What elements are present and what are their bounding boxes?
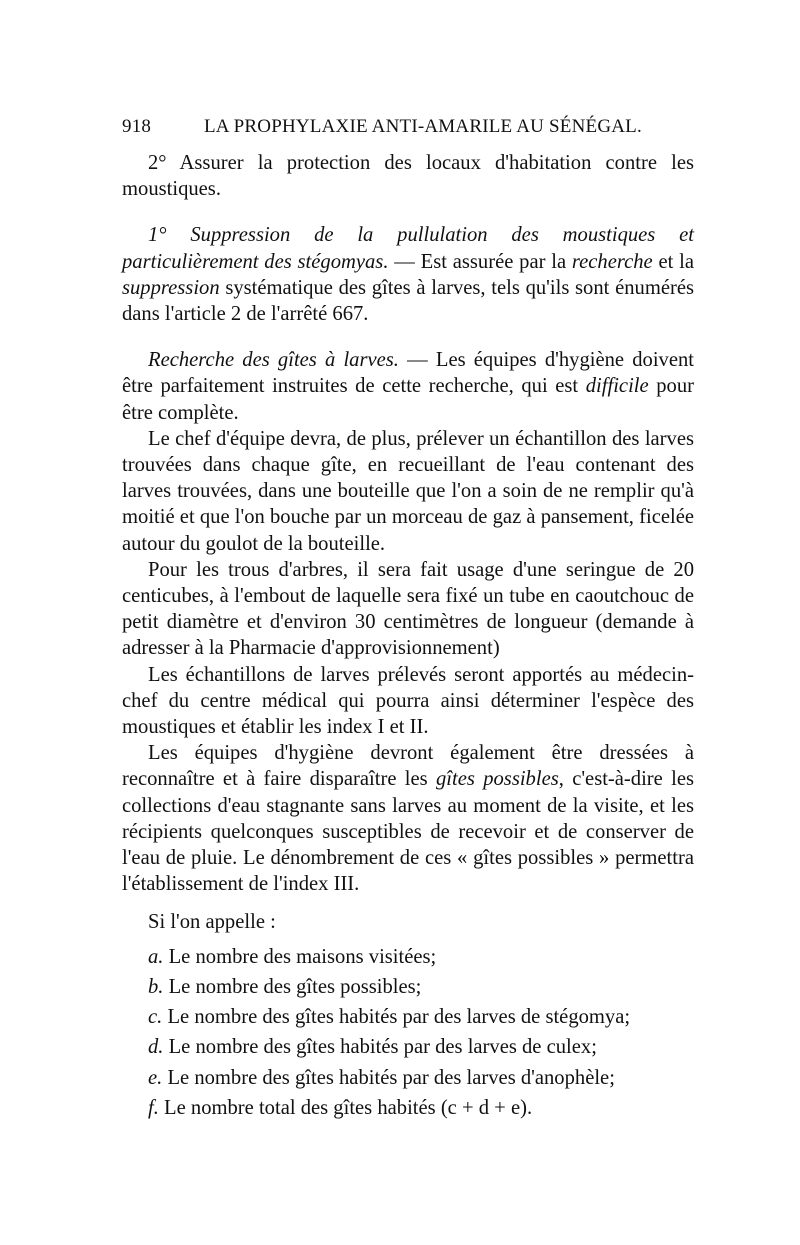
paragraph-suppression: 1° Suppression de la pullulation des moustiques et particulièrement des stégomyas. — Est assurée par la recherche et la suppression systématique des gîtes à larves, tels qu'ils sont énumérés dans l'article 2 de l'arrêté 667. [122, 224, 695, 326]
paragraph-echantillons: Les échantillons de larves prélevés seront apportés au médecin-chef du centre médical qui pourra ainsi déterminer l'espèce des moustiques et établir les index I et II. [122, 663, 694, 739]
section-heading-suppression: 1° Suppression de la pullulation des moustiques et particulièrement des stégomyas. [122, 224, 694, 273]
page-number: 918 [122, 116, 152, 137]
list-item: d. Le nombre des gîtes habités par des larves de culex; [148, 1036, 597, 1059]
list-item: a. Le nombre des maisons visitées; [148, 945, 437, 968]
list-item: b. Le nombre des gîtes possibles; [148, 975, 422, 998]
list-item: c. Le nombre des gîtes habités par des larves de stégomya; [148, 1006, 631, 1029]
paragraph-chef-equipe: Le chef d'équipe devra, de plus, prélever un échantillon des larves trouvées dans chaque gîte, en recueillant de l'eau contenant des larves trouvées, dans une bouteille que l'on a soin de ne remplir qu'à moitié et que l'on bouche par un morceau de gaz à pansement, ficelée autour du goulot de la bouteille. [122, 427, 694, 555]
page-body [122, 150, 694, 1125]
paragraph-trous-arbres: Pour les trous d'arbres, il sera fait usage d'une seringue de 20 centicubes, à l'embout de laquelle sera fixé un tube en caoutchouc de petit diamètre et d'environ 30 centimètres de longueur (demande à adresser à la Pharmacie d'approvisionnement) [122, 558, 694, 660]
paragraph-protection: 2° Assurer la protection des locaux d'habitation contre les moustiques. [122, 152, 694, 201]
section-heading-recherche: Recherche des gîtes à larves. [148, 349, 399, 372]
definitions-list [122, 944, 694, 1121]
list-item: f. Le nombre total des gîtes habités (c + d + e). [148, 1096, 533, 1119]
running-title: LA PROPHYLAXIE ANTI-AMARILE AU SÉNÉGAL. [204, 116, 642, 137]
paragraph-equipes-hygiene: Les équipes d'hygiène devront également être dressées à reconnaître et à faire disparaître les gîtes possibles, c'est-à-dire les collections d'eau stagnante sans larves au moment de la visite, et les récipients quelconques susceptibles de recevoir et de conserver de l'eau de pluie. Le dénombrement de ces « gîtes possibles » permettra l'établissement de l'index III. [122, 742, 694, 896]
list-item: e. Le nombre des gîtes habités par des larves d'anophèle; [148, 1066, 615, 1089]
paragraph-recherche: Recherche des gîtes à larves. — Les équipes d'hygiène doivent être parfaitement instruites de cette recherche, qui est difficile pour être complète. [122, 349, 695, 424]
list-intro: Si l'on appelle : [148, 911, 276, 934]
